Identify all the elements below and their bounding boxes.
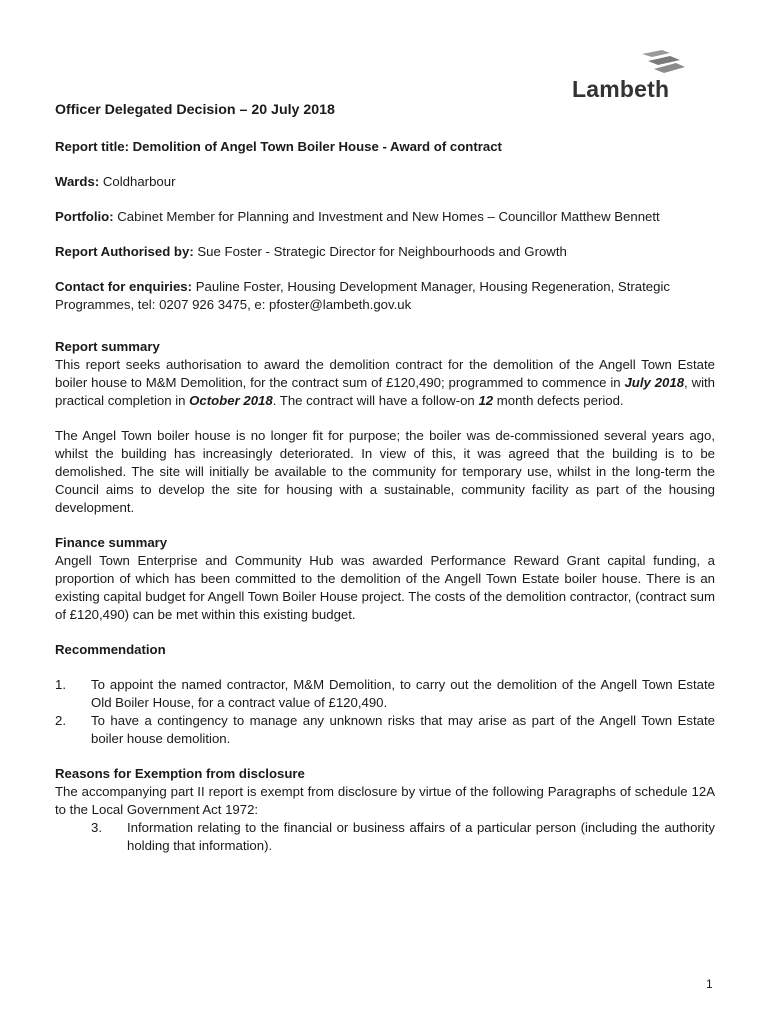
list-item-number: 2.: [55, 713, 66, 728]
finance-heading: Finance summary: [55, 535, 168, 550]
exemption-paragraph: The accompanying part II report is exempt from disclosure by virtue of the following Paragraphs of schedule 12A to the Local Government Act 1972:: [55, 784, 715, 817]
list-item: [55, 712, 715, 748]
finance-paragraph: Angell Town Enterprise and Community Hub was awarded Performance Reward Grant capital funding, a proportion of which has been committed to the demolition of the Angell Town Estate boiler house. There is an existing capital budget for Angell Town Boiler House project. The costs of the demolition contractor, (contract sum of £120,490) can be met within this existing budget.: [55, 553, 715, 622]
list-item: [55, 676, 715, 712]
summary-text: , with practical completion in: [55, 375, 716, 408]
wards-label: Wards:: [55, 174, 100, 189]
contact-value: Pauline Foster, Housing Development Manager, Housing Regeneration, Strategic Programmes, tel: 0207 926 3475, e: pfoster@lambeth.gov.uk: [55, 279, 670, 312]
authorised-value: Sue Foster - Strategic Director for Neighbourhoods and Growth: [197, 244, 567, 259]
list-item-text: To have a contingency to manage any unknown risks that may arise as part of the Angell Town Estate boiler house demolition.: [91, 713, 715, 746]
report-title: Report title: Demolition of Angel Town Boiler House - Award of contract: [55, 139, 502, 154]
page-title: Officer Delegated Decision – 20 July 2018: [55, 102, 335, 118]
exemption-heading: Reasons for Exemption from disclosure: [55, 766, 305, 781]
summary-text: month defects period.: [493, 393, 624, 408]
document-body: [55, 100, 715, 855]
logo-text: Lambeth: [572, 76, 670, 102]
lambeth-logo: [572, 48, 692, 104]
recommendation-heading: Recommendation: [55, 642, 166, 657]
completion-date: October 2018: [189, 393, 273, 408]
portfolio-value: Cabinet Member for Planning and Investment and New Homes – Councillor Matthew Bennett: [117, 209, 660, 224]
lambeth-swoosh-icon: [640, 48, 686, 76]
wards-value: Coldharbour: [102, 174, 176, 189]
summary-heading: Report summary: [55, 339, 160, 354]
page-number: 1: [706, 977, 713, 991]
recommendation-list: [55, 676, 715, 748]
start-date: July 2018: [624, 375, 685, 390]
exemption-item: [91, 819, 715, 855]
exemption-item-text: Information relating to the financial or business affairs of a particular person (including the authority holding that information).: [127, 820, 715, 853]
summary-paragraph-1: [55, 356, 715, 410]
summary-text: This report seeks authorisation to award the demolition contract for the demolition of the Angell Town Estate boiler house to M&M Demolition, for the contract sum of £120,490; programmed to commence in: [55, 357, 715, 390]
authorised-label: Report Authorised by:: [55, 244, 194, 259]
exemption-item-number: 3.: [91, 820, 102, 835]
contact-label: Contact for enquiries:: [55, 279, 193, 294]
list-item-text: To appoint the named contractor, M&M Demolition, to carry out the demolition of the Angell Town Estate Old Boiler House, for a contract value of £120,490.: [91, 677, 715, 710]
portfolio-label: Portfolio:: [55, 209, 114, 224]
portfolio-line: [55, 208, 715, 226]
summary-text: . The contract will have a follow-on: [272, 393, 479, 408]
wards-line: [55, 173, 715, 191]
summary-paragraph-2: The Angel Town boiler house is no longer fit for purpose; the boiler was de-commissioned several years ago, whilst the building has increasingly deteriorated. In view of this, it was agreed that the building is to be demolished. The site will initially be available to the community for temporary use, whilst in the long-term the Council aims to develop the site for housing with a sustainable, community facility as part of the housing development.: [55, 428, 715, 515]
authorised-line: [55, 243, 715, 261]
defects-months: 12: [478, 393, 494, 408]
contact-line: [55, 278, 715, 314]
list-item-number: 1.: [55, 677, 66, 692]
